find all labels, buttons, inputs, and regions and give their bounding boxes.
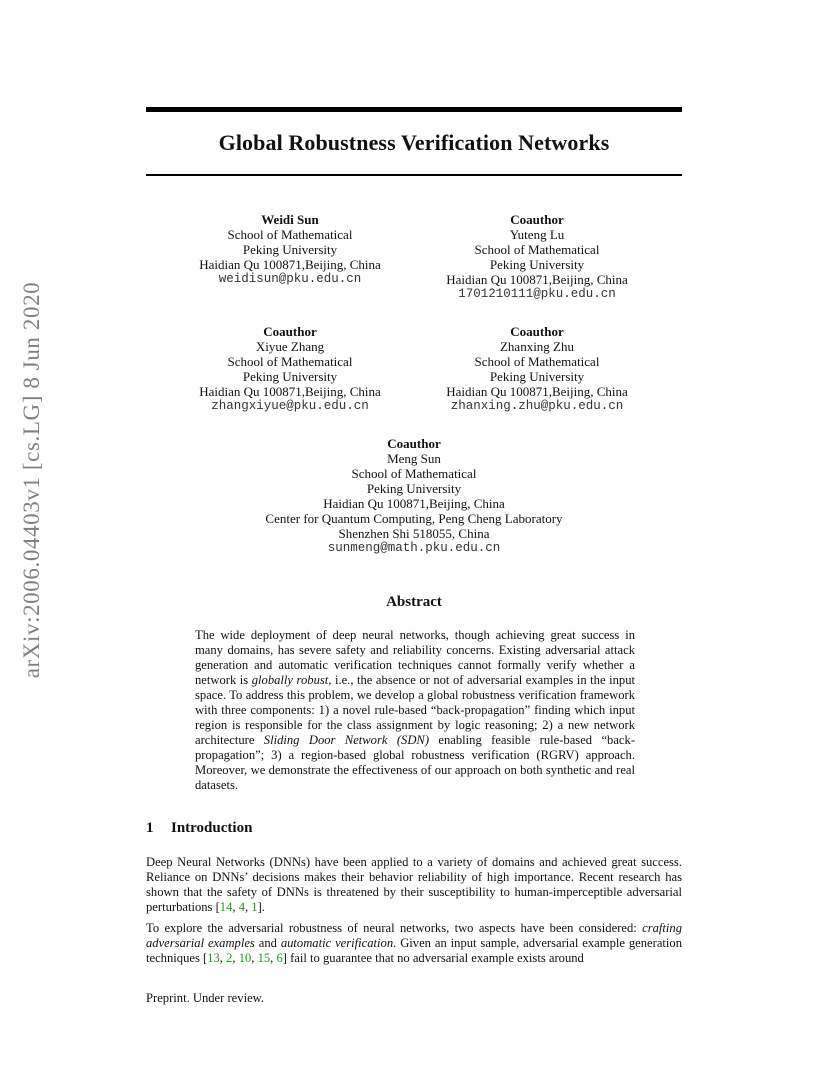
affiliation-line: Haidian Qu 100871,Beijing, China [446,384,628,399]
affiliation-line: Peking University [489,257,585,272]
affiliation-line: School of Mathematical [474,354,600,369]
affiliation-line: Peking University [366,481,462,496]
author-role: Coauthor [510,324,564,339]
author-block-5 [244,436,584,556]
author-block-4 [407,324,667,414]
paragraph-text: and [254,936,281,950]
affiliation-line: Peking University [242,369,338,384]
paragraph-text: ]. [257,900,265,914]
intro-paragraph-1: Deep Neural Networks (DNNs) have been applied to a variety of domains and achieved great success. Reliance on DNNs’ decisions makes their behavior reliability of high importance. Recent research has shown that the safety of DNNs is threatened by their susceptibility to human-imperceptible adversarial perturbations [14, 4, 1]. [146,855,682,914]
citation-link[interactable]: 2 [226,951,233,965]
author-role: Coauthor [387,436,441,451]
paragraph-text: Deep Neural Networks (DNNs) have been applied to a variety of domains and achieved great success. Reliance on DNNs’ decisions makes their behavior reliability of high importance. Recent research has shown that the safety of DNNs is threatened by their susceptibility to human-imperceptible adversarial perturbations [ [146,855,682,914]
author-block-1 [160,212,420,287]
citation-link[interactable]: 4 [238,900,245,914]
arxiv-stamp[interactable]: arXiv:2006.04403v1 [cs.LG] 8 Jun 2020 [19,281,44,679]
abstract-text: , i.e., the absence or not of adversarial examples in the input space. To address this problem, we develop a global robustness verification framework with three components: 1) a novel rule-based “back-propagation” finding which input region is responsible for the class assignment by logic reasoning; 2) a new network architecture [195,673,635,747]
affiliation-line: Haidian Qu 100871,Beijing, China [446,272,628,287]
abstract-body [195,628,635,793]
author-name: Xiyue Zhang [255,339,325,354]
affiliation-line: Shenzhen Shi 518055, China [338,526,490,541]
title-top-rule [146,107,682,112]
abstract-text: The wide deployment of deep neural networks, though achieving great success in many domains, has severe safety and reliability concerns. Existing adversarial attack generation and automatic verification techniques cannot formally verify whether a network is [195,628,635,687]
author-email[interactable]: 1701210111@pku.edu.cn [458,287,616,301]
citation-link[interactable]: 6 [276,951,283,965]
author-email[interactable]: zhangxiyue@pku.edu.cn [211,399,369,413]
paragraph-text: ] fail to guarantee that no adversarial example exists around [282,951,584,965]
author-name: Zhanxing Zhu [499,339,574,354]
section-number: 1 [146,820,154,836]
citation-link[interactable]: 15 [257,951,271,965]
affiliation-line: School of Mathematical [227,227,353,242]
author-email[interactable]: weidisun@pku.edu.cn [218,272,362,286]
affiliation-line: School of Mathematical [351,466,477,481]
affiliation-line: School of Mathematical [474,242,600,257]
paragraph-text: To explore the adversarial robustness of neural networks, two aspects have been considered: [146,921,643,935]
affiliation-line: Haidian Qu 100871,Beijing, China [199,257,381,272]
author-block-3 [160,324,420,414]
section-title: Introduction [171,820,253,836]
citation-link[interactable]: 13 [207,951,220,965]
affiliation-line: Center for Quantum Computing, Peng Cheng Laboratory [265,511,563,526]
affiliation-line: Haidian Qu 100871,Beijing, China [323,496,505,511]
intro-paragraph-2: To explore the adversarial robustness of neural networks, two aspects have been considered: crafting adversarial examples and automatic verification. Given an input sample, adversarial example generation techniques [13, 2, 10, 15, 6] fail to guarantee that no adversarial example exists around [146,921,682,965]
author-role: Coauthor [263,324,317,339]
paragraph-text: . Given an input sample, adversarial example generation techniques [ [146,936,682,965]
affiliation-line: Peking University [489,369,585,384]
affiliation-line: Peking University [242,242,338,257]
paragraph-emphasis: crafting adversarial examples [146,921,682,950]
author-block-2 [407,212,667,302]
citation-link[interactable]: 14 [219,900,233,914]
section-heading [146,820,682,837]
citation-link[interactable]: 10 [238,951,252,965]
citation-link[interactable]: 1 [251,900,258,914]
footer-note: Preprint. Under review. [146,991,265,1005]
author-name: Yuteng Lu [509,227,565,242]
author-name: Meng Sun [387,451,441,466]
author-email[interactable]: sunmeng@math.pku.edu.cn [327,541,501,555]
abstract-emphasis: globally robust [251,673,329,687]
affiliation-line: School of Mathematical [227,354,353,369]
author-email[interactable]: zhanxing.zhu@pku.edu.cn [450,399,624,413]
paragraph-emphasis: automatic verification [280,936,394,950]
abstract-heading: Abstract [386,594,442,610]
paper-title: Global Robustness Verification Networks [218,130,610,155]
author-name: Weidi Sun [261,212,319,227]
abstract-emphasis: Sliding Door Network (SDN) [263,733,430,747]
affiliation-line: Haidian Qu 100871,Beijing, China [199,384,381,399]
author-role: Coauthor [510,212,564,227]
title-bottom-rule [146,174,682,176]
abstract-text: enabling feasible rule-based “back-propagation”; 3) a region-based global robustness verification (RGRV) approach. Moreover, we demonstrate the effectiveness of our approach on both synthetic and real datasets. [195,733,636,792]
